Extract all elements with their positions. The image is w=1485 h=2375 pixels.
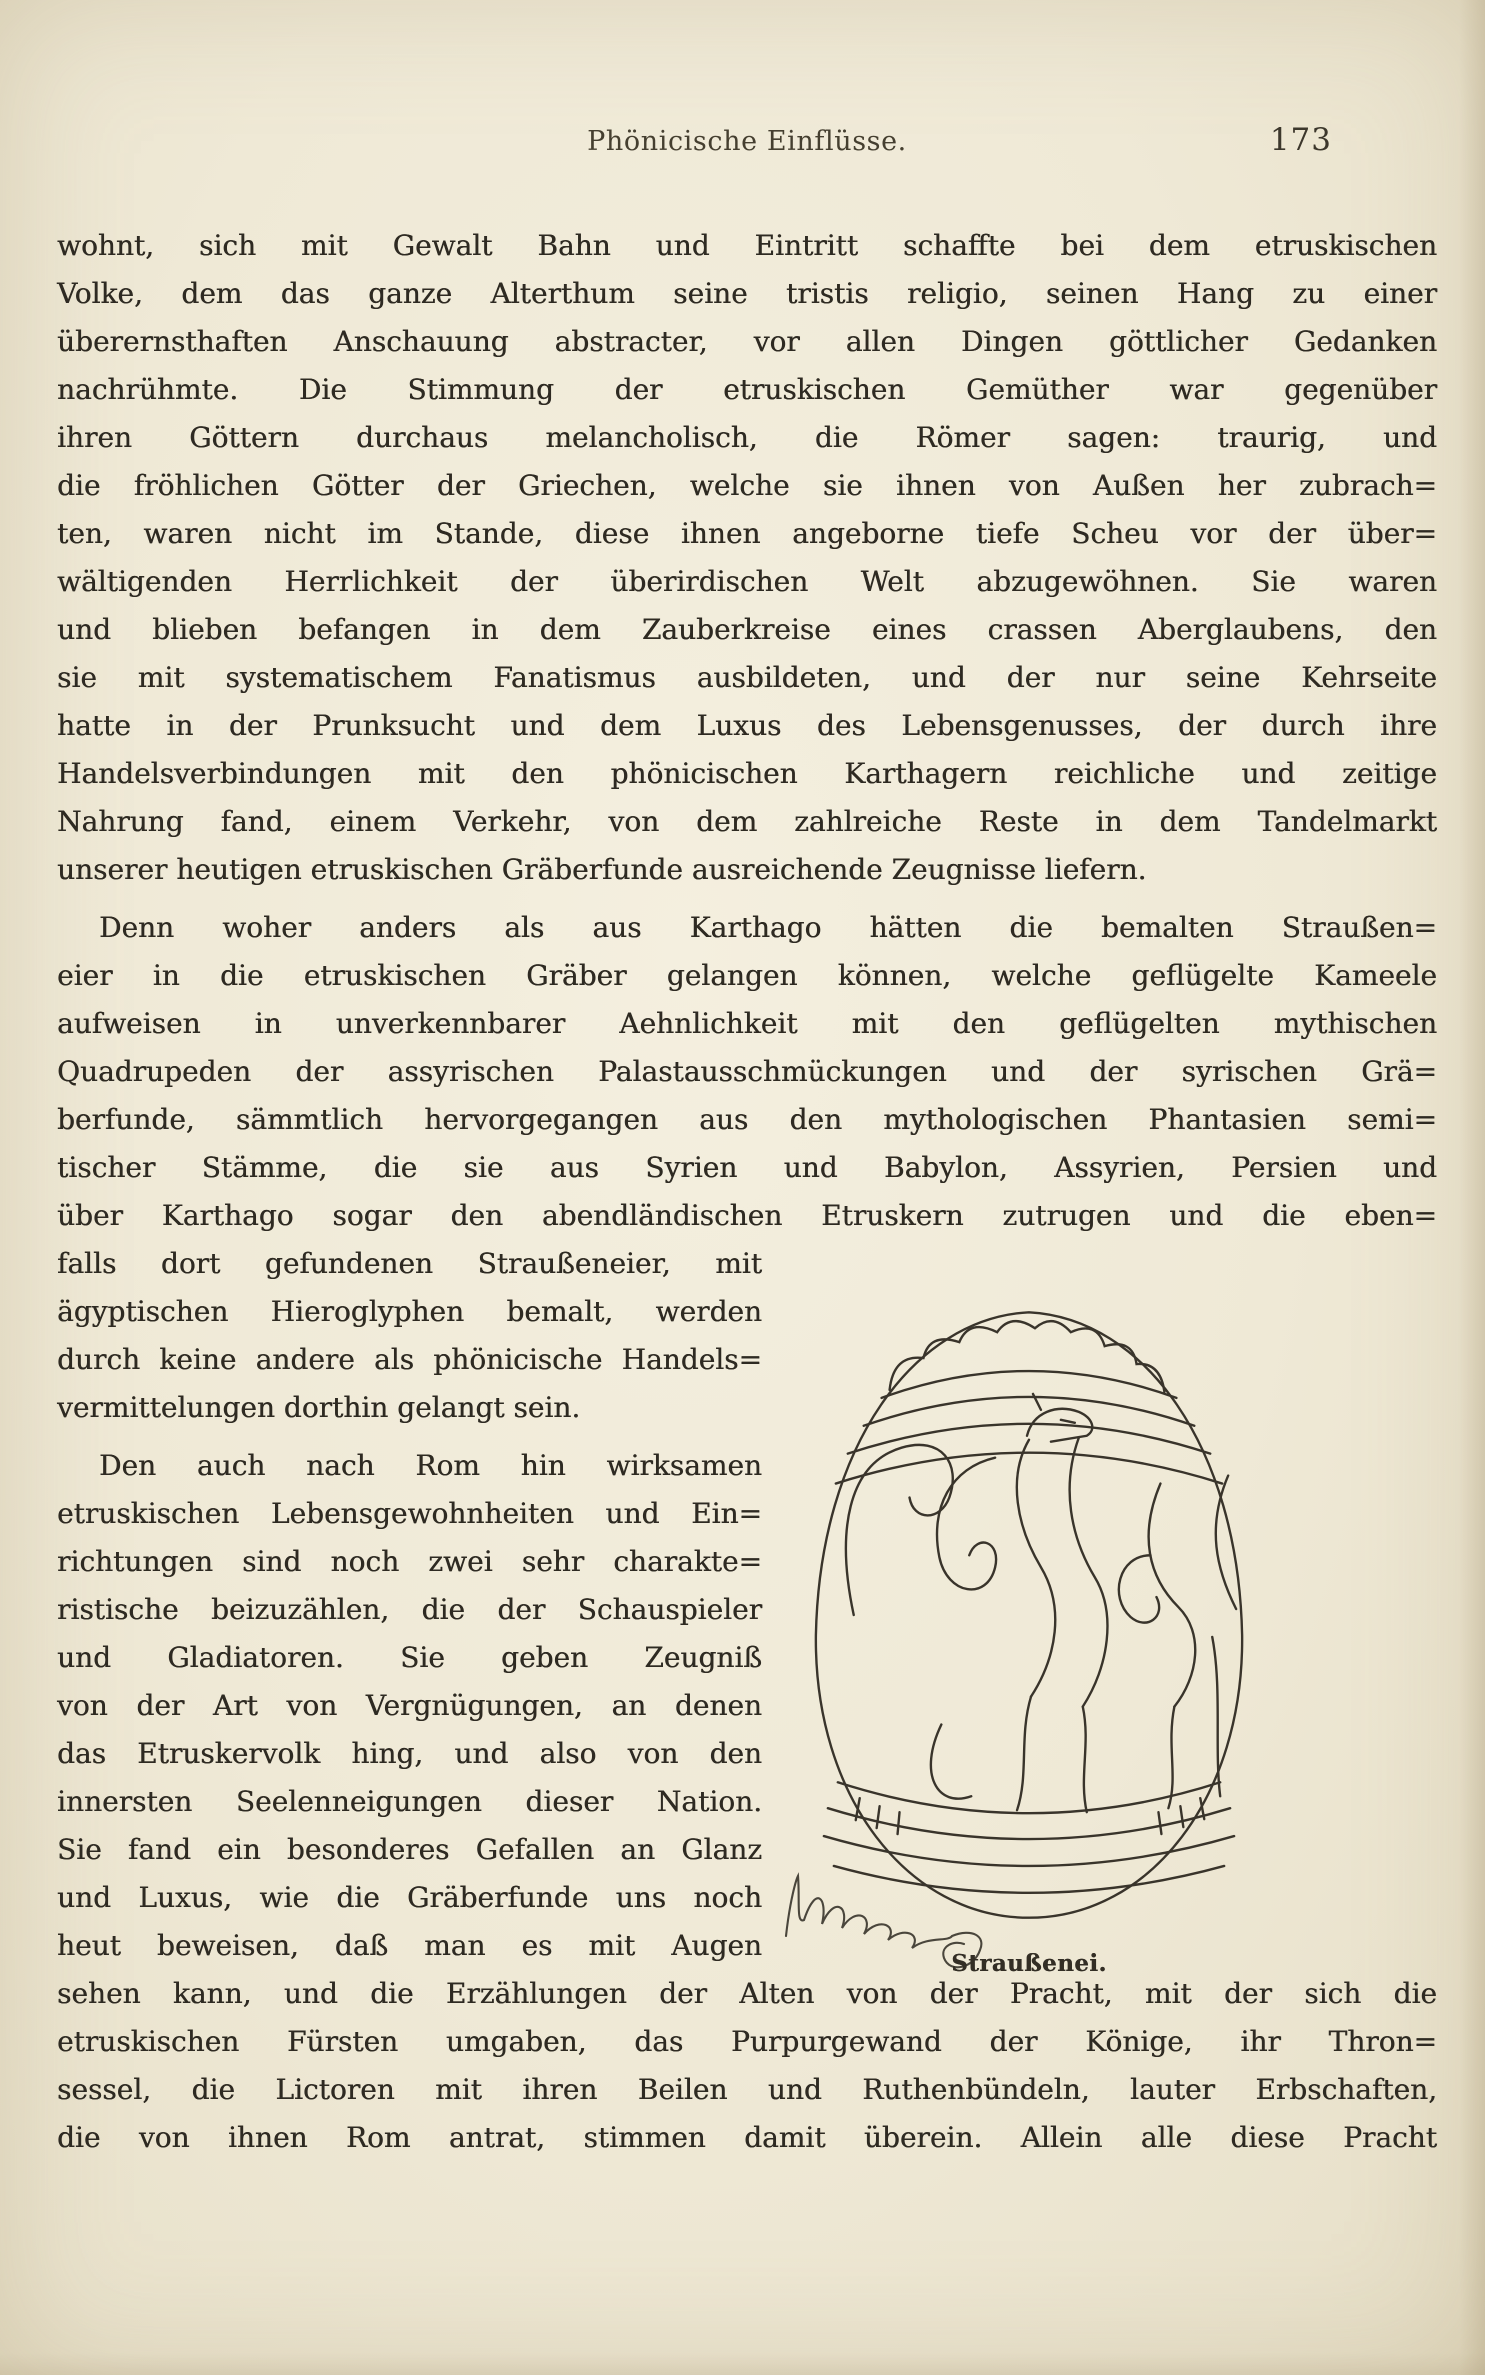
text-line: Denn woher anders als aus Karthago hätten die bemalten Straußen=: [99, 911, 1437, 944]
text-line: überernsthaften Anschauung abstracter, vor allen Dingen göttlicher Gedanken: [57, 325, 1437, 358]
running-header: Phönicische Einflüsse.: [587, 126, 907, 157]
figure-caption: Straußenei.: [951, 1950, 1107, 1977]
text-line: und blieben befangen in dem Zauberkreise eines crassen Aberglaubens, den: [57, 613, 1437, 646]
text-line: ihren Göttern durchaus melancholisch, die Römer sagen: traurig, und: [57, 421, 1437, 454]
ostrich-egg-illustration: [790, 1306, 1268, 1924]
text-and-figure-band: [57, 1240, 1437, 1977]
body-text: [57, 222, 1437, 2162]
text-line: Den auch nach Rom hin wirksamen: [99, 1449, 762, 1482]
text-line: die von ihnen Rom antrat, stimmen damit überein. Allein alle diese Pracht: [57, 2121, 1437, 2154]
figure-area: [762, 1240, 1437, 1977]
text-line: vermittelungen dorthin gelangt sein.: [57, 1391, 581, 1424]
text-line: sehen kann, und die Erzählungen der Alten von der Pracht, mit der sich die: [57, 1977, 1437, 2010]
text-line: Sie fand ein besonderes Gefallen an Glanz: [57, 1833, 762, 1866]
text-line: wältigenden Herrlichkeit der überirdischen Welt abzugewöhnen. Sie waren: [57, 565, 1437, 598]
text-line: innersten Seelenneigungen dieser Nation.: [57, 1785, 762, 1818]
text-line: nachrühmte. Die Stimmung der etruskischen Gemüther war gegenüber: [57, 373, 1437, 406]
text-line: durch keine andere als phönicische Handels=: [57, 1343, 762, 1376]
text-line: die fröhlichen Götter der Griechen, welche sie ihnen von Außen her zubrach=: [57, 469, 1437, 502]
paragraph-3: [57, 1442, 762, 1970]
text-line: hatte in der Prunksucht und dem Luxus des Lebensgenusses, der durch ihre: [57, 709, 1437, 742]
text-line: ristische beizuzählen, die der Schauspieler: [57, 1593, 762, 1626]
text-line: über Karthago sogar den abendländischen Etruskern zutrugen und die eben=: [57, 1199, 1437, 1232]
text-line: Handelsverbindungen mit den phönicischen Karthagern reichliche und zeitige: [57, 757, 1437, 790]
page-edge-shadow: [1459, 0, 1485, 2375]
text-line: von der Art von Vergnügungen, an denen: [57, 1689, 762, 1722]
text-line: Nahrung fand, einem Verkehr, von dem zahlreiche Reste in dem Tandelmarkt: [57, 805, 1437, 838]
text-line: heut beweisen, daß man es mit Augen: [57, 1929, 762, 1962]
page-number: 173: [1269, 122, 1332, 158]
text-line: sessel, die Lictoren mit ihren Beilen und Ruthenbündeln, lauter Erbschaften,: [57, 2073, 1437, 2106]
text-line: sie mit systematischem Fanatismus ausbildeten, und der nur seine Kehrseite: [57, 661, 1437, 694]
text-line: aufweisen in unverkennbarer Aehnlichkeit mit den geflügelten mythischen: [57, 1007, 1437, 1040]
text-line: etruskischen Lebensgewohnheiten und Ein=: [57, 1497, 762, 1530]
text-line: ten, waren nicht im Stande, diese ihnen angeborne tiefe Scheu vor der über=: [57, 517, 1437, 550]
text-line: etruskischen Fürsten umgaben, das Purpurgewand der Könige, ihr Thron=: [57, 2025, 1437, 2058]
text-line: und Luxus, wie die Gräberfunde uns noch: [57, 1881, 762, 1914]
text-line: und Gladiatoren. Sie geben Zeugniß: [57, 1641, 762, 1674]
page-edge-shadow-bottom: [0, 2353, 1485, 2375]
text-line: wohnt, sich mit Gewalt Bahn und Eintritt schaffte bei dem etruskischen: [57, 229, 1437, 262]
text-line: falls dort gefundenen Straußeneier, mit: [57, 1247, 762, 1280]
paragraph-1: [57, 222, 1437, 894]
text-line: das Etruskervolk hing, und also von den: [57, 1737, 762, 1770]
text-line: unserer heutigen etruskischen Gräberfunde ausreichende Zeugnisse liefern.: [57, 853, 1147, 886]
paragraph-2: [57, 904, 1437, 1240]
paragraph-3-continued: [57, 1970, 1437, 2162]
text-line: richtungen sind noch zwei sehr charakte=: [57, 1545, 762, 1578]
narrow-text-column: [57, 1240, 762, 1970]
text-line: Quadrupeden der assyrischen Palastausschmückungen und der syrischen Grä=: [57, 1055, 1437, 1088]
text-line: eier in die etruskischen Gräber gelangen können, welche geflügelte Kameele: [57, 959, 1437, 992]
text-line: berfunde, sämmtlich hervorgegangen aus den mythologischen Phantasien semi=: [57, 1103, 1437, 1136]
text-line: Volke, dem das ganze Alterthum seine tristis religio, seinen Hang zu einer: [57, 277, 1437, 310]
text-line: ägyptischen Hieroglyphen bemalt, werden: [57, 1295, 762, 1328]
text-line: tischer Stämme, die sie aus Syrien und Babylon, Assyrien, Persien und: [57, 1151, 1437, 1184]
